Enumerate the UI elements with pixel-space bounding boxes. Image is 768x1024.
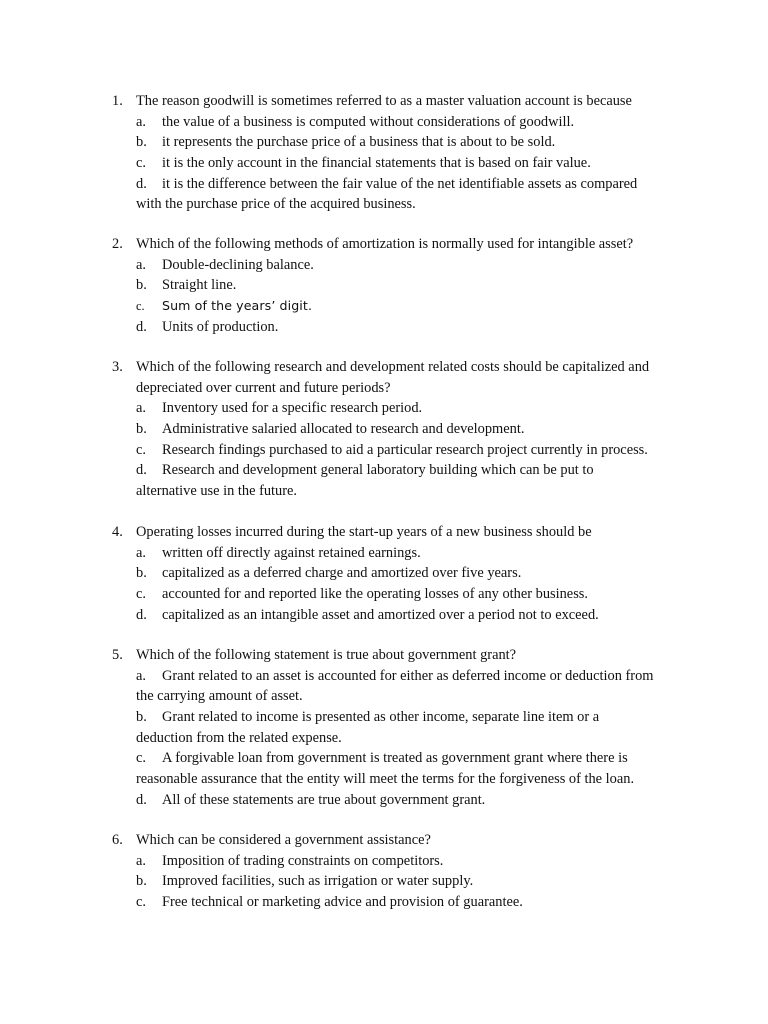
option-c — [112, 153, 682, 174]
option-text: Straight line. — [162, 277, 237, 294]
question-text: Which of the following statement is true about government grant? — [136, 647, 517, 663]
question-text: Which can be considered a government assistance? — [136, 832, 431, 848]
question-text: Which of the following research and development related costs should be capitalized and — [136, 359, 650, 375]
option-label: d. — [136, 606, 147, 623]
option-b — [112, 563, 682, 584]
question-stem — [112, 91, 682, 112]
option-text: Research and development general laboratory building which can be put to — [162, 462, 594, 479]
option-d — [112, 174, 682, 195]
option-label: a. — [136, 400, 146, 417]
option-b — [112, 707, 682, 728]
option-text: Grant related to an asset is accounted for either as deferred income or deduction from — [162, 667, 654, 684]
question-stem — [112, 357, 682, 378]
option-text: capitalized as an intangible asset and amortized over a period not to exceed. — [162, 606, 599, 623]
option-label: d. — [136, 462, 147, 479]
question-number: 3. — [112, 359, 123, 375]
question-stem — [112, 522, 682, 543]
option-label: d. — [136, 318, 147, 335]
question-text-continued: depreciated over current and future periods? — [136, 379, 391, 396]
question-stem — [112, 830, 682, 851]
question-text: The reason goodwill is sometimes referred to as a master valuation account is because — [136, 93, 632, 109]
option-a — [112, 112, 682, 133]
option-label: c. — [136, 441, 146, 458]
option-text: Research findings purchased to aid a particular research project currently in process. — [162, 441, 648, 458]
option-text: it represents the purchase price of a business that is about to be sold. — [162, 134, 556, 151]
option-text: All of these statements are true about government grant. — [162, 791, 486, 808]
option-c — [112, 892, 682, 913]
question-number: 2. — [112, 236, 123, 252]
option-b — [112, 871, 682, 892]
option-b — [112, 419, 682, 440]
option-a — [112, 543, 682, 564]
option-c — [112, 440, 682, 461]
option-text: written off directly against retained earnings. — [162, 544, 421, 561]
option-text-continued: the carrying amount of asset. — [136, 688, 303, 705]
option-c — [112, 748, 682, 769]
option-d — [112, 790, 682, 811]
question-1 — [112, 91, 682, 215]
option-text-continued: deduction from the related expense. — [136, 729, 342, 746]
option-text: the value of a business is computed without considerations of goodwill. — [162, 113, 575, 130]
option-label: b. — [136, 709, 147, 726]
option-label: b. — [136, 565, 147, 582]
option-a — [112, 398, 682, 419]
option-label: c. — [136, 299, 145, 314]
option-label: a. — [136, 667, 146, 684]
question-2 — [112, 234, 682, 337]
question-6 — [112, 830, 682, 913]
option-text: Grant related to income is presented as other income, separate line item or a — [162, 709, 600, 726]
option-label: c. — [136, 155, 146, 172]
option-text: Units of production. — [162, 318, 279, 335]
option-b — [112, 132, 682, 153]
option-text: Improved facilities, such as irrigation or water supply. — [162, 873, 474, 890]
question-stem — [112, 645, 682, 666]
option-label: a. — [136, 113, 146, 130]
option-text: Double-declining balance. — [162, 256, 314, 273]
question-3 — [112, 357, 682, 502]
question-4 — [112, 522, 682, 625]
option-c — [112, 584, 682, 605]
option-a — [112, 851, 682, 872]
option-label: a. — [136, 256, 146, 273]
option-text: accounted for and reported like the operating losses of any other business. — [162, 586, 588, 603]
option-label: b. — [136, 421, 147, 438]
option-text: Inventory used for a specific research period. — [162, 400, 423, 417]
option-text: Free technical or marketing advice and provision of guarantee. — [162, 894, 523, 911]
option-label: b. — [136, 134, 147, 151]
option-label: d. — [136, 791, 147, 808]
option-text: it is the difference between the fair value of the net identifiable assets as compared — [162, 175, 638, 192]
option-d — [112, 460, 682, 481]
question-number: 5. — [112, 647, 123, 663]
option-label: c. — [136, 750, 146, 767]
option-d — [112, 317, 682, 338]
question-text: Which of the following methods of amortization is normally used for intangible asset? — [136, 236, 634, 252]
option-text-continued: reasonable assurance that the entity will meet the terms for the forgiveness of the loan. — [136, 771, 635, 788]
option-label: d. — [136, 175, 147, 192]
option-text: it is the only account in the financial statements that is based on fair value. — [162, 155, 591, 172]
option-label: b. — [136, 873, 147, 890]
option-text: Imposition of trading constraints on competitors. — [162, 852, 444, 869]
option-text: Sum of the years’ digit. — [162, 298, 313, 314]
option-label: c. — [136, 894, 146, 911]
option-b — [112, 275, 682, 296]
option-label: b. — [136, 277, 147, 294]
option-label: a. — [136, 544, 146, 561]
question-number: 6. — [112, 832, 123, 848]
option-label: a. — [136, 852, 146, 869]
option-label: c. — [136, 586, 146, 603]
option-d — [112, 605, 682, 626]
option-a — [112, 255, 682, 276]
option-c — [112, 296, 682, 317]
option-text: Administrative salaried allocated to research and development. — [162, 421, 525, 438]
option-text-continued: with the purchase price of the acquired business. — [136, 196, 416, 213]
option-text-continued: alternative use in the future. — [136, 483, 298, 500]
option-a — [112, 666, 682, 687]
option-text: capitalized as a deferred charge and amortized over five years. — [162, 565, 522, 582]
question-number: 1. — [112, 93, 123, 109]
question-stem — [112, 234, 682, 255]
question-number: 4. — [112, 524, 123, 540]
question-text: Operating losses incurred during the start-up years of a new business should be — [136, 524, 592, 540]
option-text: A forgivable loan from government is treated as government grant where there is — [162, 750, 628, 767]
question-5 — [112, 645, 682, 811]
